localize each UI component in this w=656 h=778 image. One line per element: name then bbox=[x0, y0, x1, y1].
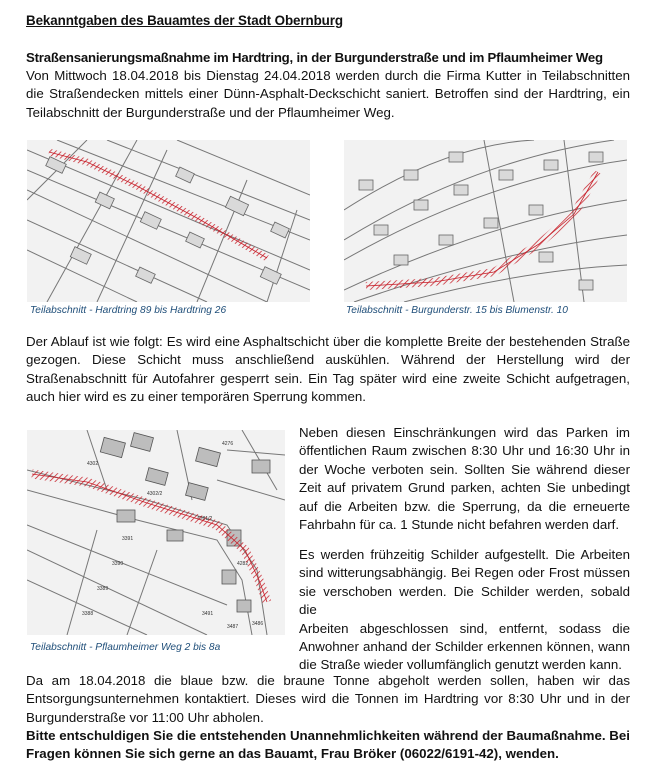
signs-line: Es werden frühzeitig Schilder aufgestellt. Die Arbeiten bbox=[299, 547, 630, 562]
closing-line: Fragen können Sie sich gerne an das Bauamt, Frau Bröker (06022/6191-42), wenden. bbox=[26, 746, 559, 762]
closing-paragraph bbox=[26, 727, 630, 764]
intro-line: die Straßendecken mittels einer Dünn-Asphalt-Deckschicht saniert. Betroffen sind der Hardtring, ein bbox=[26, 86, 630, 102]
intro-line: Teilabschnitt der Burgunderstraße und der Pflaumheimer Weg. bbox=[26, 104, 395, 120]
page-title: Bekanntgaben des Bauamtes der Stadt Obernburg bbox=[26, 13, 343, 28]
parking-line: Zeit auf privatem Grund parken, achten Sie unbedingt bbox=[299, 480, 630, 496]
process-line: Straßenabschnitt für Autofahrer gesperrt sein. Ein Tag später wird eine zweite Schicht aufgetragen, bbox=[26, 370, 630, 386]
map-pflaumheimer-weg bbox=[27, 430, 285, 635]
signs-line: Arbeiten abgeschlossen sind, entfernt, sodass die bbox=[299, 620, 630, 636]
map-hardtring-image bbox=[27, 140, 310, 302]
signs-line: sind witterungsabhängig. Bei Regen oder Frost müssen bbox=[299, 565, 630, 581]
signs-line: die Straße wieder vollumfänglich genutzt werden kann. bbox=[299, 657, 622, 673]
parcel-label: 3391 bbox=[122, 536, 134, 542]
process-line: auch hier wird es zu einer temporären Sperrung kommen. bbox=[26, 389, 366, 405]
parking-line: Fahrbahn für ca. 1 Stunde nicht befahren werden darf. bbox=[299, 517, 620, 533]
signs-paragraph bbox=[299, 546, 630, 675]
intro-line: Von Mittwoch 18.04.2018 bis Dienstag 24.04.2018 werden durch die Firma Kutter in Teilabschnitten bbox=[26, 68, 630, 83]
parcel-label: 3486 bbox=[252, 621, 264, 627]
parcel-label: 3388 bbox=[82, 611, 94, 617]
map-burgunderstrasse-image bbox=[344, 140, 627, 302]
process-line: gezogen. Diese Schicht muss anschließend auskühlen. Während der Herstellung wird der bbox=[26, 352, 630, 368]
parking-paragraph bbox=[299, 424, 630, 534]
parcel-label: 4276 bbox=[222, 441, 234, 447]
map-burgunderstrasse-caption: Teilabschnitt - Burgunderstr. 15 bis Blumenstr. 10 bbox=[346, 305, 568, 316]
parcel-label: 3487 bbox=[227, 624, 239, 630]
bins-paragraph bbox=[26, 672, 630, 727]
parking-line: auf die Arbeiten bzw. die Sperrung, da die erneuerte bbox=[299, 498, 630, 514]
parcel-label: 4302 bbox=[87, 461, 99, 467]
headline: Straßensanierungsmaßnahme im Hardtring, in der Burgunderstraße und im Pflaumheimer Weg bbox=[26, 50, 603, 65]
parcel-label: 4282 bbox=[237, 561, 249, 567]
process-paragraph bbox=[26, 333, 630, 407]
parking-line: öffentlichen Raum zwischen 8:30 Uhr und 16:30 Uhr in bbox=[299, 443, 630, 459]
map-pflaumheimer-weg-caption: Teilabschnitt - Pflaumheimer Weg 2 bis 8a bbox=[30, 642, 221, 653]
signs-line: sie verschoben werden. Die Schilder werden, sobald die bbox=[299, 583, 630, 618]
map-burgunderstrasse bbox=[344, 140, 627, 302]
parcel-label: 3390 bbox=[112, 561, 124, 567]
signs-line: Anwohner anhand der Schilder erkennen können, wann bbox=[299, 639, 630, 655]
bins-line: Entsorgungsunternehmen kontaktiert. Dieses wird die Tonnen im Hardtring vor 8:30 Uhr und in der bbox=[26, 691, 630, 707]
bins-line: Burgunderstraße vor 11:00 Uhr abholen. bbox=[26, 709, 264, 725]
parking-line: der Woche verboten sein. Sollten Sie während dieser bbox=[299, 461, 630, 477]
map-pflaumheimer-weg-image bbox=[27, 430, 285, 635]
parcel-label: 3491 bbox=[202, 611, 214, 617]
map-hardtring-caption: Teilabschnitt - Hardtring 89 bis Hardtring 26 bbox=[30, 305, 227, 316]
map-hardtring bbox=[27, 140, 310, 302]
closing-line: Bitte entschuldigen Sie die entstehenden Unannehmlichkeiten während der Baumaßnahme. Bei bbox=[26, 728, 630, 743]
parcel-label: 4302/2 bbox=[147, 491, 163, 497]
process-line: Der Ablauf ist wie folgt: Es wird eine Asphaltschicht über die komplette Breite der bestehenden Straße bbox=[26, 334, 630, 349]
parcel-label: 3389 bbox=[97, 586, 109, 592]
parking-line: Neben diesen Einschränkungen wird das Parken im bbox=[299, 425, 630, 440]
parcel-label: 4281/2 bbox=[197, 516, 213, 522]
intro-paragraph bbox=[26, 67, 630, 122]
bins-line: Da am 18.04.2018 die blaue bzw. die braune Tonne abgeholt werden sollen, haben wir das bbox=[26, 673, 630, 688]
